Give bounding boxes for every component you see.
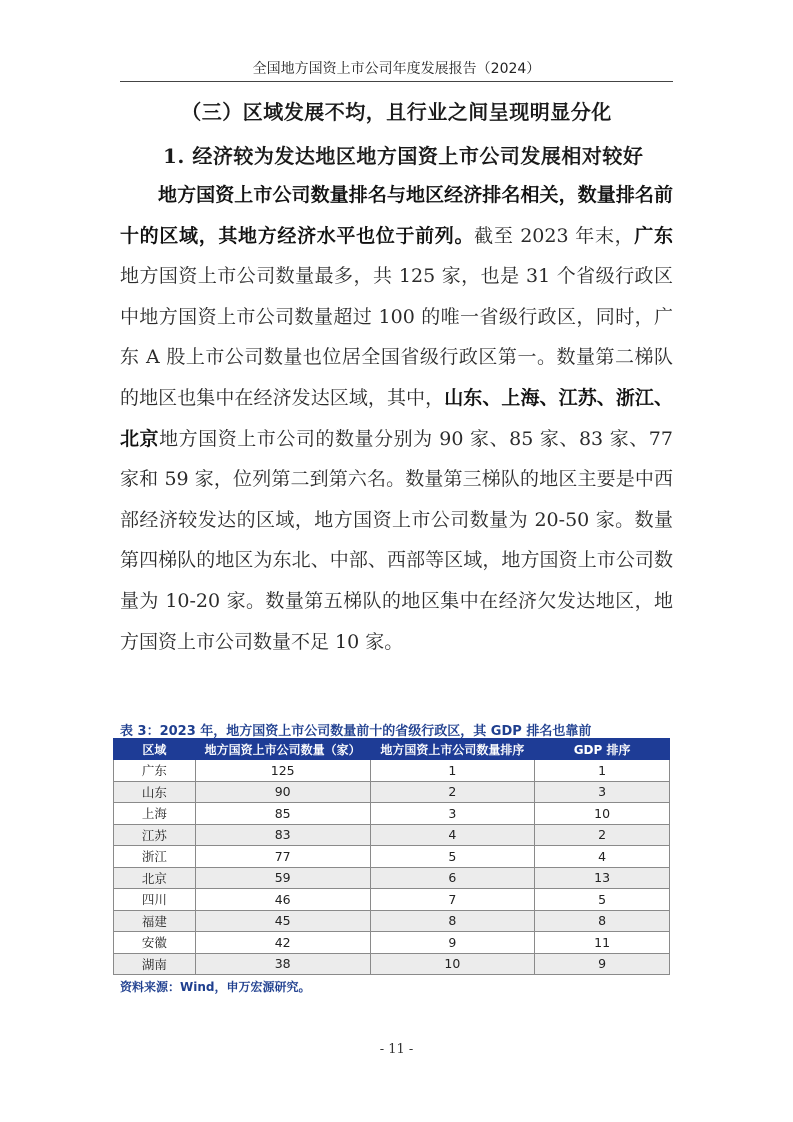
paragraph-text-3: 地方国资上市公司的数量分别为 90 家、85 家、83 家、77 家和 59 家，位列第二到第六名。数量第三梯队的地区主要是中西部经济较发达的区域，地方国资上市公司数量为 20-50 家。数量第四梯队的地区为东北、中部、西部等区域，地方国资上市公司数量为 10-20 家。数量第五梯队的地区集中在经济欠发达地区，地方国资上市公司数量不足 10 家。 — [120, 427, 673, 653]
cell-gdp-rank: 13 — [535, 867, 670, 889]
body-paragraph — [120, 175, 673, 662]
cell-count-rank: 4 — [370, 824, 535, 846]
header-divider — [120, 81, 673, 82]
cell-count-rank: 9 — [370, 932, 535, 954]
cell-count: 125 — [195, 760, 370, 782]
cell-region: 北京 — [114, 867, 196, 889]
cell-gdp-rank: 2 — [535, 824, 670, 846]
cell-count-rank: 8 — [370, 910, 535, 932]
cell-count-rank: 3 — [370, 803, 535, 825]
table-header-row — [114, 739, 670, 760]
table-row — [114, 824, 670, 846]
cell-region: 上海 — [114, 803, 196, 825]
cell-count-rank: 10 — [370, 953, 535, 975]
cell-region: 福建 — [114, 910, 196, 932]
cell-count-rank: 5 — [370, 846, 535, 868]
cell-region: 湖南 — [114, 953, 196, 975]
table-row — [114, 760, 670, 782]
page-number: - 11 - — [379, 1042, 414, 1057]
cell-gdp-rank: 10 — [535, 803, 670, 825]
cell-count: 46 — [195, 889, 370, 911]
cell-count-rank: 7 — [370, 889, 535, 911]
paragraph-text-1: 截至 2023 年末， — [474, 224, 635, 247]
cell-count: 38 — [195, 953, 370, 975]
bold-region-guangdong: 广东 — [634, 224, 673, 247]
cell-region: 山东 — [114, 781, 196, 803]
cell-gdp-rank: 9 — [535, 953, 670, 975]
cell-count: 77 — [195, 846, 370, 868]
sub-section-title: 1. 经济较为发达地区地方国资上市公司发展相对较好 — [163, 144, 644, 168]
section-title: （三）区域发展不均，且行业之间呈现明显分化 — [181, 100, 612, 124]
cell-gdp-rank: 8 — [535, 910, 670, 932]
table-row — [114, 867, 670, 889]
cell-count-rank: 6 — [370, 867, 535, 889]
lead-bold-text: 地方国资上市公司数量排名与地区经济排名相关，数量排名前十的区域，其地方经济水平也位于前列。 — [120, 184, 673, 247]
cell-gdp-rank: 4 — [535, 846, 670, 868]
cell-count: 45 — [195, 910, 370, 932]
cell-count: 83 — [195, 824, 370, 846]
cell-gdp-rank: 5 — [535, 889, 670, 911]
header-gdp-rank: GDP 排序 — [535, 739, 670, 760]
cell-count: 59 — [195, 867, 370, 889]
cell-gdp-rank: 1 — [535, 760, 670, 782]
table-caption: 表 3：2023 年，地方国资上市公司数量前十的省级行政区，其 GDP 排名也靠前 — [120, 724, 592, 739]
table-row — [114, 932, 670, 954]
cell-count-rank: 2 — [370, 781, 535, 803]
cell-count: 90 — [195, 781, 370, 803]
header-count-rank: 地方国资上市公司数量排序 — [370, 739, 535, 760]
cell-region: 江苏 — [114, 824, 196, 846]
cell-region: 安徽 — [114, 932, 196, 954]
bold-regions-second-tier: 山东、上海、江苏、浙江、北京 — [120, 386, 673, 450]
header-region: 区域 — [114, 739, 196, 760]
table-row — [114, 889, 670, 911]
table-row — [114, 910, 670, 932]
data-table — [113, 738, 670, 975]
cell-count: 42 — [195, 932, 370, 954]
cell-region: 四川 — [114, 889, 196, 911]
paragraph-text-2: 地方国资上市公司数量最多，共 125 家，也是 31 个省级行政区中地方国资上市公司数量超过 100 的唯一省级行政区，同时，广东 A 股上市公司数量也位居全国省级行政区第一。数量第二梯队的地区也集中在经济发达区域，其中， — [120, 265, 673, 409]
cell-region: 浙江 — [114, 846, 196, 868]
header-company-count: 地方国资上市公司数量（家） — [195, 739, 370, 760]
cell-gdp-rank: 11 — [535, 932, 670, 954]
table-row — [114, 953, 670, 975]
table-row — [114, 781, 670, 803]
table-row — [114, 846, 670, 868]
page-header: 全国地方国资上市公司年度发展报告（2024） — [252, 61, 541, 77]
cell-count-rank: 1 — [370, 760, 535, 782]
table-row — [114, 803, 670, 825]
cell-region: 广东 — [114, 760, 196, 782]
table-source-note: 资料来源：Wind，申万宏源研究。 — [120, 980, 311, 994]
cell-gdp-rank: 3 — [535, 781, 670, 803]
cell-count: 85 — [195, 803, 370, 825]
